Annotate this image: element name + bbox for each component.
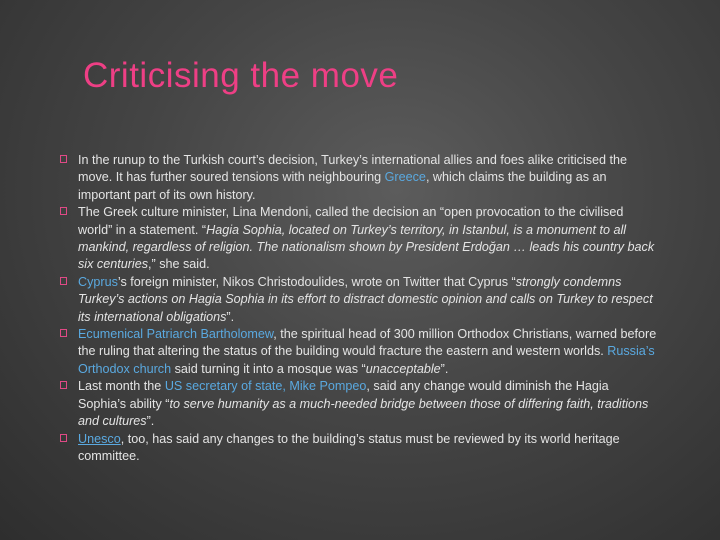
bullet-text: In the runup to the Turkish court’s decision, Turkey’s international allies and foes alike criticised the move. It has further soured tensions with neighbouring	[78, 153, 628, 185]
bullet-text: The Greek culture minister, Lina Mendoni, called the decision an “open provocation to the civilised world” in a statement. “	[78, 205, 624, 237]
bullet-text: ”.	[226, 309, 235, 324]
link-russia-orthodox-church[interactable]: Russia’s Orthodox church	[78, 344, 655, 376]
bullet-quote: unacceptable	[365, 361, 441, 376]
bullet-text: , which claims the building as an important part of its own history.	[78, 170, 607, 202]
hollow-square-bullet-icon	[60, 329, 67, 337]
bullet-list	[60, 152, 660, 465]
slide-title: Criticising the move	[83, 56, 399, 95]
link-unesco[interactable]: Unesco	[78, 431, 121, 446]
bullet-item-greece	[60, 152, 660, 204]
bullet-quote: strongly condemns Turkey’s actions on Hagia Sophia in its effort to distract domestic opinion and calls on Turkey to respect its international obligations	[78, 274, 653, 324]
link-cyprus[interactable]: Cyprus	[78, 274, 118, 289]
bullet-item-cyprus	[60, 274, 660, 326]
link-us-secretary-of-state[interactable]: US secretary of state, Mike Pompeo	[164, 379, 367, 394]
bullet-text: ’s foreign minister, Nikos Christodoulides, wrote on Twitter that Cyprus “	[117, 274, 516, 289]
bullet-quote: Hagia Sophia, located on Turkey’s territory, in Istanbul, is a monument to all mankind, regardless of religion. The nationalism shown by President Erdoğan … leads his country back six centuries	[78, 222, 655, 272]
bullet-text: ,” she said.	[148, 257, 210, 272]
bullet-text: ”.	[440, 361, 449, 376]
bullet-item-greek-minister	[60, 204, 660, 274]
bullet-text: , said any change would diminish the Hagia Sophia’s ability “	[78, 379, 609, 411]
bullet-item-pompeo	[60, 378, 660, 430]
link-ecumenical-patriarch[interactable]: Ecumenical Patriarch Bartholomew	[78, 327, 274, 342]
bullet-text: ”.	[146, 414, 155, 429]
hollow-square-bullet-icon	[60, 381, 67, 389]
bullet-quote: to serve humanity as a much-needed bridge between those of differing faith, traditions and cultures	[78, 396, 649, 429]
link-greece[interactable]: Greece	[384, 170, 426, 185]
hollow-square-bullet-icon	[60, 155, 67, 163]
hollow-square-bullet-icon	[60, 277, 67, 285]
bullet-text: said turning it into a mosque was “	[171, 361, 366, 376]
bullet-item-patriarch	[60, 326, 660, 378]
bullet-item-unesco	[60, 431, 660, 466]
hollow-square-bullet-icon	[60, 207, 67, 215]
bullet-text: , the spiritual head of 300 million Orthodox Christians, warned before the ruling that altering the status of the building would fracture the eastern and western worlds.	[78, 327, 657, 359]
hollow-square-bullet-icon	[60, 434, 67, 442]
bullet-text: Last month the	[78, 379, 165, 394]
bullet-text: , too, has said any changes to the building’s status must be reviewed by its world heritage committee.	[78, 431, 620, 463]
